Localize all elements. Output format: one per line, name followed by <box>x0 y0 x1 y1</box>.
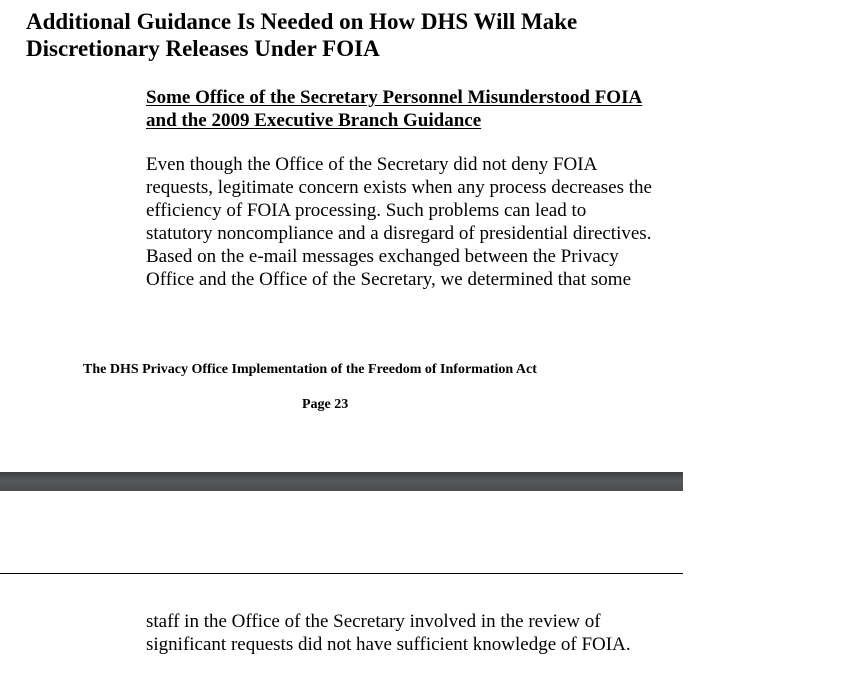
subheading-line: and the 2009 Executive Branch Guidance <box>146 110 482 131</box>
body-paragraph <box>146 610 706 656</box>
page-top-edge <box>0 573 683 574</box>
section-heading-line: Discretionary Releases Under FOIA <box>26 36 380 61</box>
paragraph-line: significant requests did not have sufficient knowledge of FOIA. <box>146 634 631 655</box>
page-number: Page 23 <box>302 397 349 412</box>
paragraph-line: Office and the Office of the Secretary, we determined that some <box>146 269 632 290</box>
subheading-line: Some Office of the Secretary Personnel Misunderstood FOIA <box>146 87 643 108</box>
paragraph-line: staff in the Office of the Secretary involved in the review of <box>146 611 601 632</box>
body-paragraph <box>146 153 706 291</box>
footer-title: The DHS Privacy Office Implementation of the Freedom of Information Act <box>83 362 537 377</box>
paragraph-line: statutory noncompliance and a disregard of presidential directives. <box>146 223 652 244</box>
paragraph-line: Even though the Office of the Secretary did not deny FOIA <box>146 154 598 175</box>
paragraph-line: Based on the e-mail messages exchanged between the Privacy <box>146 246 619 267</box>
paragraph-line: efficiency of FOIA processing. Such problems can lead to <box>146 200 587 221</box>
paragraph-line: requests, legitimate concern exists when any process decreases the <box>146 177 652 198</box>
page-divider <box>0 472 683 491</box>
section-heading-line: Additional Guidance Is Needed on How DHS Will Make <box>26 9 578 34</box>
subheading <box>146 86 642 132</box>
section-heading <box>26 8 577 62</box>
